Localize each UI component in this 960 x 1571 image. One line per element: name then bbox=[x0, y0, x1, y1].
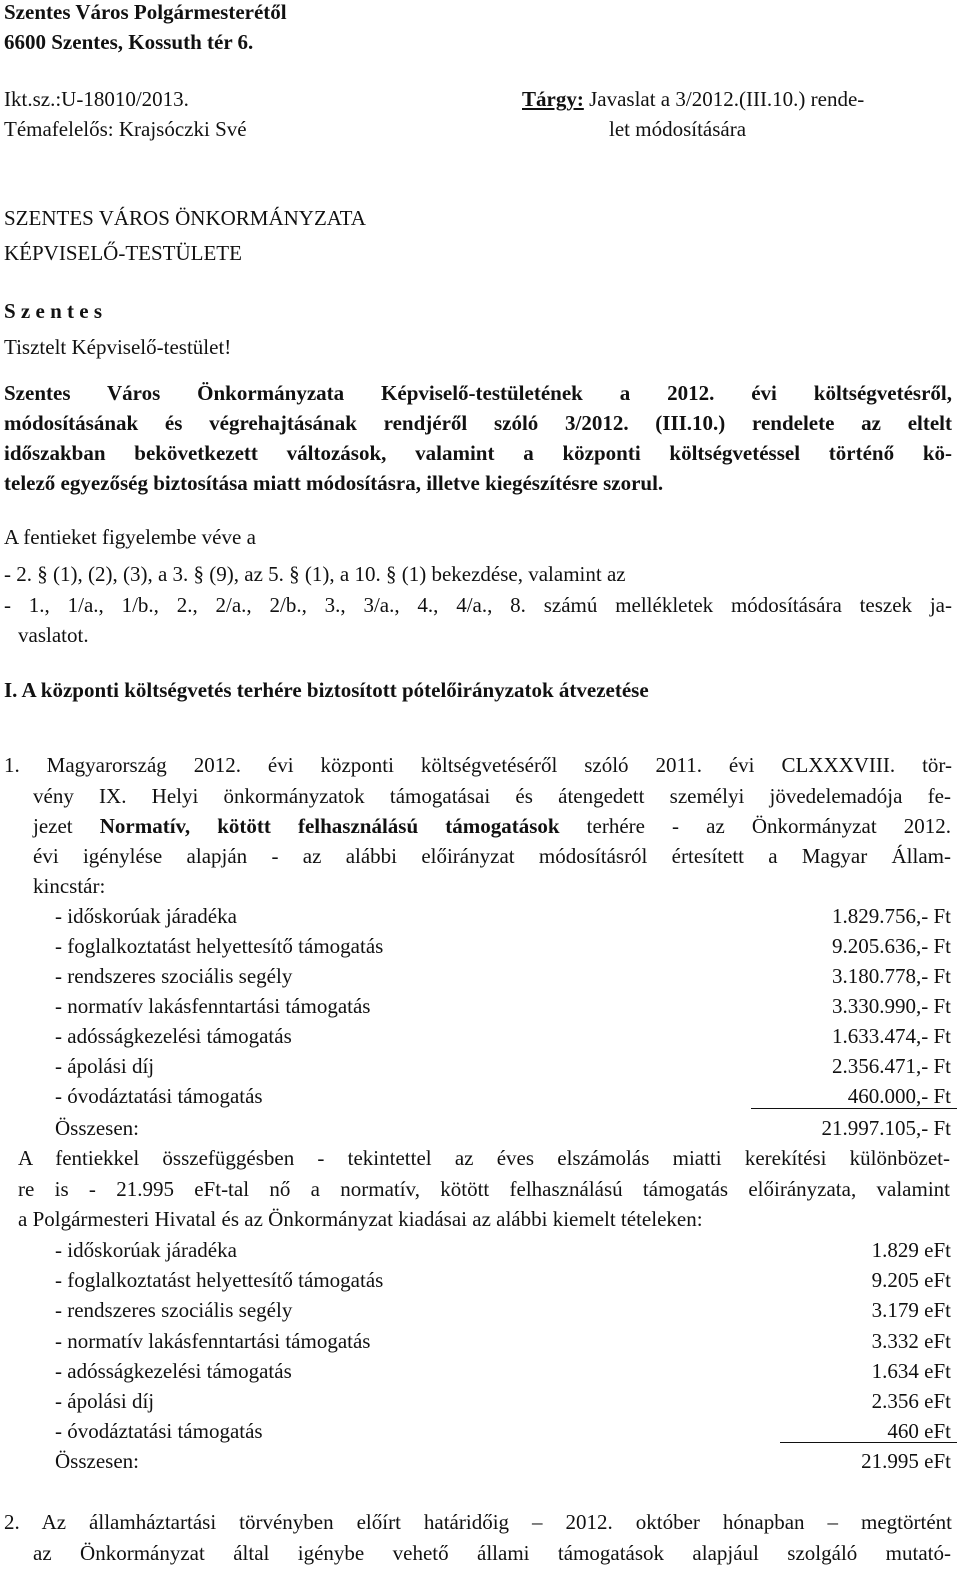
subject-text-1: Javaslat a 3/2012.(III.10.) rende- bbox=[589, 87, 865, 111]
para1-line-5: kincstár: bbox=[33, 874, 106, 898]
item-label: - adósságkezelési támogatás bbox=[55, 1358, 292, 1383]
para1-line-4: évi igénylése alapján - az alábbi előirányzat módosításról értesített a Magyar Állam- bbox=[33, 844, 951, 868]
item-amount: 3.332 eFt bbox=[871, 1328, 951, 1353]
item-label: - foglalkoztatást helyettesítő támogatás bbox=[55, 934, 384, 958]
item-label: - rendszeres szociális segély bbox=[55, 1298, 293, 1323]
total-label: Összesen: bbox=[55, 1449, 139, 1473]
addressee-line-1: SZENTES VÁROS ÖNKORMÁNYZATA bbox=[4, 206, 366, 230]
para1-line-1: 1. Magyarország 2012. évi központi költségvetéséről szóló 2011. évi CLXXXVIII. tör- bbox=[4, 753, 952, 777]
total-rule-2 bbox=[780, 1442, 957, 1443]
item-label: - rendszeres szociális segély bbox=[55, 964, 293, 988]
item-amount: 2.356.471,- Ft bbox=[831, 1054, 951, 1078]
para3-line-2: az Önkormányzat által igénybe vehető állami támogatások alapjául szolgáló mutató- bbox=[33, 1541, 951, 1565]
intro-line-7: - 1., 1/a., 1/b., 2., 2/a., 2/b., 3., 3/a., 4., 4/a., 8. számú mellékletek módosítására teszek ja- bbox=[4, 593, 952, 617]
addressee-line-2: KÉPVISELŐ-TESTÜLETE bbox=[4, 241, 242, 265]
total-rule-1 bbox=[751, 1108, 957, 1109]
item-label: - időskorúak járadéka bbox=[55, 904, 237, 928]
responsible-person: Témafelelős: Krajsóczki Své bbox=[4, 117, 247, 141]
total-amount: 21.995 eFt bbox=[861, 1449, 951, 1473]
para3-line-1: 2. Az államháztartási törvényben előírt határidőig – 2012. október hónapban – megtörtént bbox=[4, 1510, 952, 1534]
item-amount: 1.634 eFt bbox=[871, 1358, 951, 1383]
item-label: - óvodáztatási támogatás bbox=[55, 1419, 263, 1444]
item-label: - foglalkoztatást helyettesítő támogatás bbox=[55, 1268, 384, 1293]
salutation: Tisztelt Képviselő-testület! bbox=[4, 335, 232, 359]
item-label: - ápolási díj bbox=[55, 1054, 155, 1078]
item-amount: 1.633.474,- Ft bbox=[831, 1024, 951, 1048]
sender-address: 6600 Szentes, Kossuth tér 6. bbox=[4, 30, 254, 54]
item-label: - időskorúak járadéka bbox=[55, 1238, 237, 1262]
para2-line-3: a Polgármesteri Hivatal és az Önkormányzat kiadásai az alábbi kiemelt tételeken: bbox=[18, 1207, 703, 1231]
para1-line-2: vény IX. Helyi önkormányzatok támogatásai és átengedett személyi jövedelemadója fe- bbox=[33, 784, 951, 808]
item-amount: 1.829 eFt bbox=[871, 1238, 951, 1262]
intro-line-2: módosításának és végrehajtásának rendjéről szóló 3/2012. (III.10.) rendelete az eltelt bbox=[4, 411, 952, 435]
item-amount: 1.829.756,- Ft bbox=[831, 904, 951, 928]
item-amount: 460 eFt bbox=[887, 1419, 951, 1444]
intro-line-6: - 2. § (1), (2), (3), a 3. § (9), az 5. § (1), a 10. § (1) bekezdése, valamint az bbox=[4, 562, 626, 586]
subject-label: Tárgy: bbox=[522, 87, 584, 111]
item-amount: 460.000,- Ft bbox=[847, 1084, 951, 1108]
item-label: - ápolási díj bbox=[55, 1389, 155, 1413]
item-amount: 3.179 eFt bbox=[871, 1298, 951, 1323]
subject-text-2: let módosítására bbox=[609, 117, 747, 141]
intro-line-8: vaslatot. bbox=[18, 623, 89, 647]
para2-line-2: re is - 21.995 eFt-tal nő a normatív, kötött felhasználású támogatás előirányzata, valamint bbox=[18, 1177, 950, 1201]
item-label: - óvodáztatási támogatás bbox=[55, 1084, 263, 1108]
intro-line-5: A fentieket figyelembe véve a bbox=[4, 525, 256, 549]
intro-line-1: Szentes Város Önkormányzata Képviselő-testületének a 2012. évi költségvetésről, bbox=[4, 381, 952, 405]
item-amount: 3.180.778,- Ft bbox=[831, 964, 951, 988]
item-amount: 9.205 eFt bbox=[871, 1268, 951, 1293]
total-label: Összesen: bbox=[55, 1116, 139, 1140]
item-label: - normatív lakásfenntartási támogatás bbox=[55, 1328, 371, 1353]
intro-line-3: időszakban bekövetkezett változások, valamint a központi költségvetéssel történő kö- bbox=[4, 441, 952, 465]
item-label: - normatív lakásfenntartási támogatás bbox=[55, 994, 371, 1018]
para1-line-3: jezet Normatív, kötött felhasználású támogatások terhére - az Önkormányzat 2012. bbox=[33, 814, 952, 838]
subject-line bbox=[522, 86, 864, 112]
total-amount: 21.997.105,- Ft bbox=[821, 1116, 951, 1140]
item-amount: 2.356 eFt bbox=[871, 1389, 951, 1413]
section-heading: I. A központi költségvetés terhére biztosított pótelőirányzatok átvezetése bbox=[4, 678, 649, 702]
intro-line-4: telező egyezőség biztosítása miatt módosításra, illetve kiegészítésre szorul. bbox=[4, 471, 664, 495]
item-amount: 3.330.990,- Ft bbox=[831, 994, 951, 1018]
addressee-city: S z e n t e s bbox=[4, 299, 102, 323]
reference-number: Ikt.sz.:U-18010/2013. bbox=[4, 87, 189, 111]
sender-name: Szentes Város Polgármesterétől bbox=[4, 0, 287, 24]
item-label: - adósságkezelési támogatás bbox=[55, 1024, 292, 1048]
item-amount: 9.205.636,- Ft bbox=[831, 934, 951, 958]
para2-line-1: A fentiekkel összefüggésben - tekintettel az éves elszámolás miatti kerekítési különbözet- bbox=[18, 1146, 950, 1170]
budget-chapter-title: Normatív, kötött felhasználású támogatások bbox=[99, 814, 560, 838]
